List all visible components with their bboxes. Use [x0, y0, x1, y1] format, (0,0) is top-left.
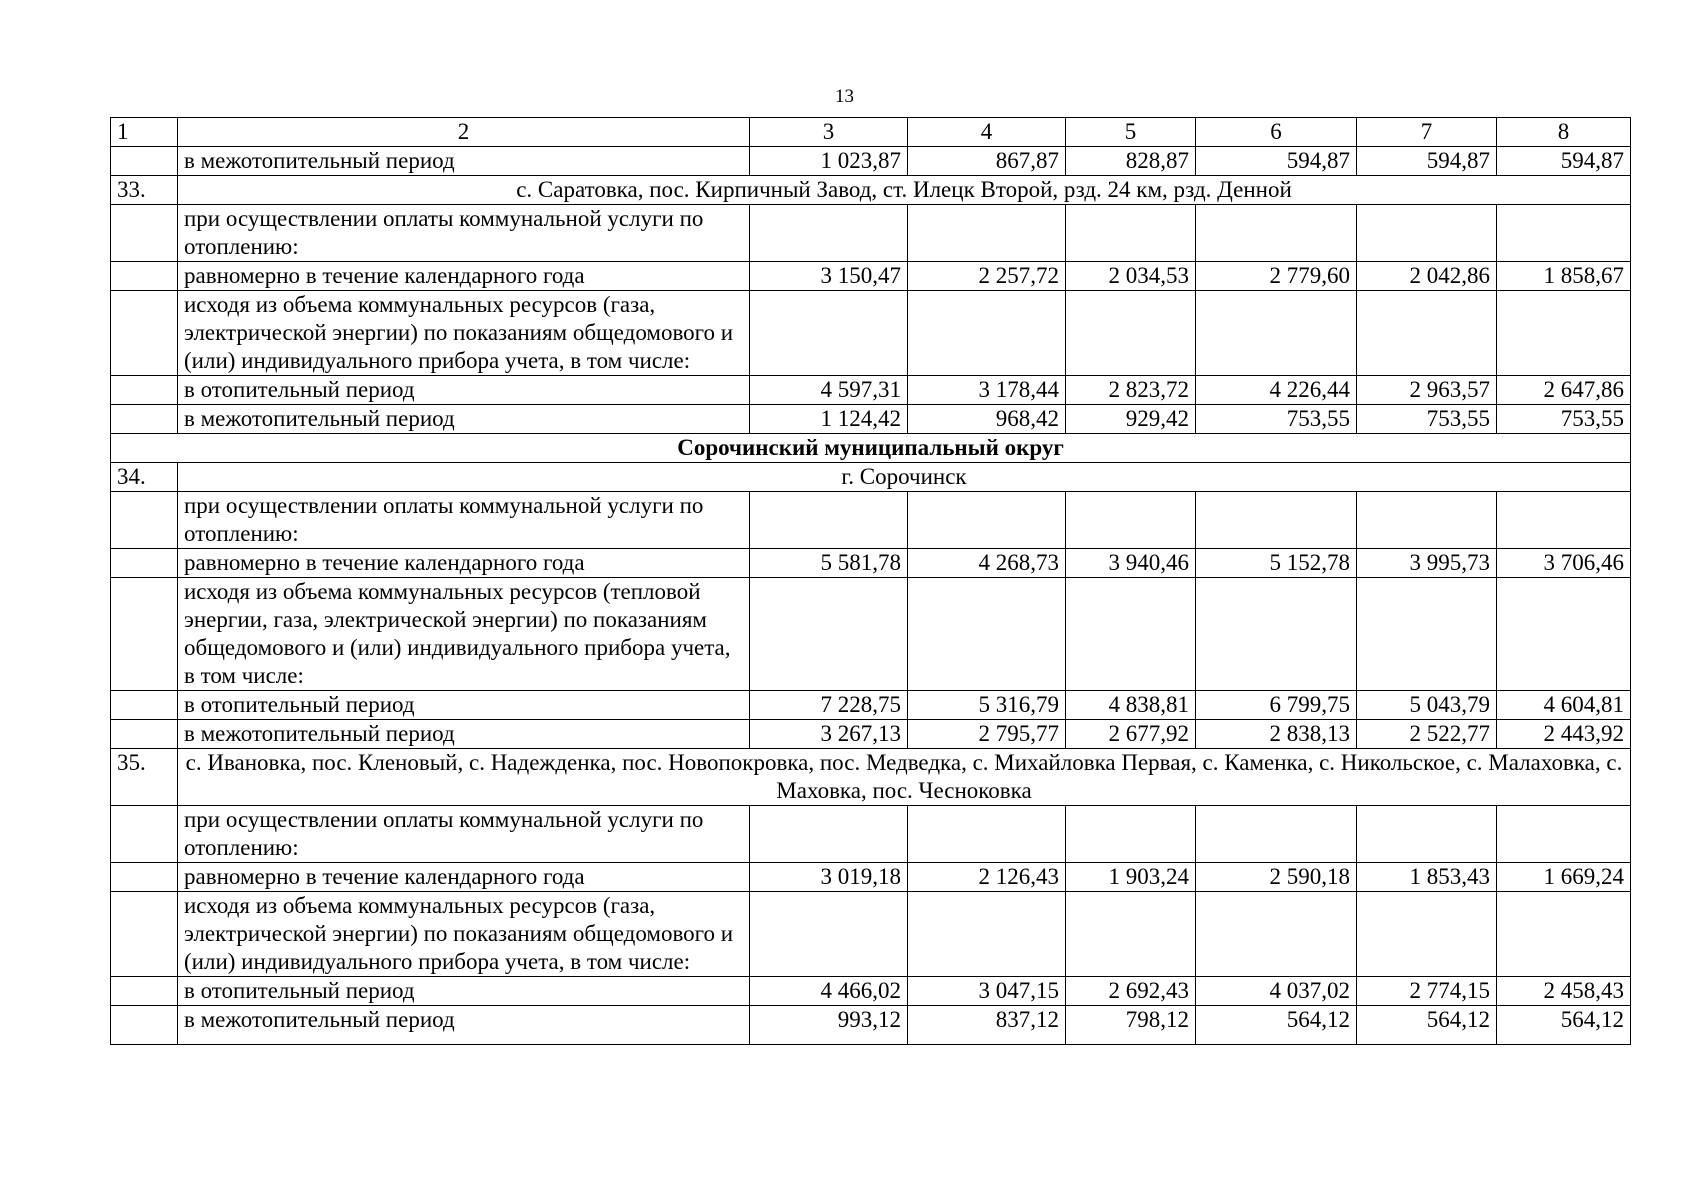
section-row: [111, 463, 1631, 492]
row-label-cell: в межотопительный период: [178, 1006, 750, 1045]
row-number-cell: [111, 405, 178, 434]
table-row: [111, 492, 1631, 549]
row-number-cell: [111, 720, 178, 749]
value-cell: 2 590,18: [1196, 863, 1357, 892]
row-number-cell: [111, 376, 178, 405]
value-cell: [1066, 892, 1196, 977]
value-cell: 4 466,02: [750, 977, 908, 1006]
row-label-cell: исходя из объема коммунальных ресурсов (газа, электрической энергии) по показаниям общедомового и (или) индивидуального прибора учета, в том числе:: [178, 291, 750, 376]
header-cell: 1: [111, 118, 178, 147]
value-cell: [1357, 291, 1497, 376]
header-cell: 6: [1196, 118, 1357, 147]
value-cell: 2 647,86: [1497, 376, 1631, 405]
value-cell: [750, 205, 908, 262]
value-cell: 6 799,75: [1196, 691, 1357, 720]
table-row: [111, 806, 1631, 863]
value-cell: [908, 492, 1066, 549]
value-cell: [1497, 492, 1631, 549]
row-label-cell: равномерно в течение календарного года: [178, 863, 750, 892]
row-label-cell: исходя из объема коммунальных ресурсов (тепловой энергии, газа, электрической энергии) по показаниям общедомового и (или) индивидуального прибора учета, в том числе:: [178, 578, 750, 691]
table-row: [111, 1006, 1631, 1045]
value-cell: [750, 578, 908, 691]
value-cell: [1357, 892, 1497, 977]
row-label-cell: при осуществлении оплаты коммунальной услуги по отоплению:: [178, 806, 750, 863]
value-cell: 2 963,57: [1357, 376, 1497, 405]
value-cell: [1497, 578, 1631, 691]
value-cell: [1196, 892, 1357, 977]
value-cell: [908, 806, 1066, 863]
table-row: [111, 376, 1631, 405]
district-title-cell: Сорочинский муниципальный округ: [111, 434, 1631, 463]
value-cell: 4 037,02: [1196, 977, 1357, 1006]
value-cell: 1 853,43: [1357, 863, 1497, 892]
value-cell: 3 940,46: [1066, 549, 1196, 578]
value-cell: 2 774,15: [1357, 977, 1497, 1006]
row-label-cell: в межотопительный период: [178, 405, 750, 434]
value-cell: 1 858,67: [1497, 262, 1631, 291]
value-cell: 837,12: [908, 1006, 1066, 1045]
page-number: 13: [835, 86, 854, 107]
table-row: [111, 205, 1631, 262]
row-number-cell: [111, 291, 178, 376]
table-row: [111, 720, 1631, 749]
row-number-cell: [111, 691, 178, 720]
value-cell: 993,12: [750, 1006, 908, 1045]
value-cell: [1357, 205, 1497, 262]
value-cell: 564,12: [1357, 1006, 1497, 1045]
value-cell: 1 023,87: [750, 147, 908, 176]
value-cell: 2 823,72: [1066, 376, 1196, 405]
section-number-cell: 35.: [111, 749, 178, 806]
header-cell: 7: [1357, 118, 1497, 147]
table-row: [111, 262, 1631, 291]
value-cell: [1497, 806, 1631, 863]
row-number-cell: [111, 863, 178, 892]
row-label-cell: в отопительный период: [178, 376, 750, 405]
table-body: [111, 118, 1631, 1045]
value-cell: 7 228,75: [750, 691, 908, 720]
header-row: [111, 118, 1631, 147]
value-cell: 4 838,81: [1066, 691, 1196, 720]
section-row: [111, 749, 1631, 806]
row-number-cell: [111, 262, 178, 291]
value-cell: [1066, 578, 1196, 691]
section-number-cell: 33.: [111, 176, 178, 205]
value-cell: [750, 806, 908, 863]
table-row: [111, 549, 1631, 578]
header-cell: 2: [178, 118, 750, 147]
header-cell: 8: [1497, 118, 1631, 147]
value-cell: [908, 291, 1066, 376]
row-number-cell: [111, 806, 178, 863]
value-cell: 5 043,79: [1357, 691, 1497, 720]
row-label-cell: в отопительный период: [178, 977, 750, 1006]
value-cell: [1066, 806, 1196, 863]
row-label-cell: в межотопительный период: [178, 720, 750, 749]
district-row: [111, 434, 1631, 463]
row-label-cell: в межотопительный период: [178, 147, 750, 176]
value-cell: 4 268,73: [908, 549, 1066, 578]
value-cell: [1196, 291, 1357, 376]
row-number-cell: [111, 147, 178, 176]
value-cell: 753,55: [1196, 405, 1357, 434]
value-cell: 753,55: [1497, 405, 1631, 434]
table-row: [111, 691, 1631, 720]
value-cell: 2 692,43: [1066, 977, 1196, 1006]
value-cell: 1 124,42: [750, 405, 908, 434]
row-label-cell: равномерно в течение календарного года: [178, 262, 750, 291]
value-cell: [908, 578, 1066, 691]
section-title-cell: с. Саратовка, пос. Кирпичный Завод, ст. Илецк Второй, рзд. 24 км, рзд. Денной: [178, 176, 1631, 205]
row-label-cell: равномерно в течение календарного года: [178, 549, 750, 578]
value-cell: [1357, 492, 1497, 549]
table-row: [111, 892, 1631, 977]
row-label-cell: при осуществлении оплаты коммунальной услуги по отоплению:: [178, 492, 750, 549]
tariff-table: [110, 117, 1631, 1045]
value-cell: [1066, 492, 1196, 549]
row-label-cell: исходя из объема коммунальных ресурсов (газа, электрической энергии) по показаниям общедомового и (или) индивидуального прибора учета, в том числе:: [178, 892, 750, 977]
value-cell: 2 042,86: [1357, 262, 1497, 291]
row-number-cell: [111, 578, 178, 691]
row-number-cell: [111, 205, 178, 262]
value-cell: [908, 892, 1066, 977]
table-row: [111, 291, 1631, 376]
row-number-cell: [111, 892, 178, 977]
value-cell: [1357, 806, 1497, 863]
section-title-cell: г. Сорочинск: [178, 463, 1631, 492]
value-cell: [1196, 578, 1357, 691]
header-cell: 4: [908, 118, 1066, 147]
table-row: [111, 405, 1631, 434]
value-cell: 929,42: [1066, 405, 1196, 434]
value-cell: 3 706,46: [1497, 549, 1631, 578]
value-cell: 594,87: [1497, 147, 1631, 176]
value-cell: 2 443,92: [1497, 720, 1631, 749]
value-cell: 2 458,43: [1497, 977, 1631, 1006]
section-row: [111, 176, 1631, 205]
section-number-cell: 34.: [111, 463, 178, 492]
value-cell: 4 597,31: [750, 376, 908, 405]
header-cell: 5: [1066, 118, 1196, 147]
value-cell: 5 316,79: [908, 691, 1066, 720]
value-cell: [1497, 205, 1631, 262]
value-cell: [1066, 291, 1196, 376]
value-cell: 2 034,53: [1066, 262, 1196, 291]
value-cell: 3 178,44: [908, 376, 1066, 405]
value-cell: [1066, 205, 1196, 262]
value-cell: [750, 492, 908, 549]
row-label-cell: в отопительный период: [178, 691, 750, 720]
value-cell: 2 677,92: [1066, 720, 1196, 749]
value-cell: 2 522,77: [1357, 720, 1497, 749]
value-cell: 867,87: [908, 147, 1066, 176]
table-row: [111, 977, 1631, 1006]
value-cell: 3 267,13: [750, 720, 908, 749]
value-cell: [750, 291, 908, 376]
value-cell: [1497, 291, 1631, 376]
value-cell: 594,87: [1196, 147, 1357, 176]
table-row: [111, 578, 1631, 691]
value-cell: 828,87: [1066, 147, 1196, 176]
value-cell: 3 150,47: [750, 262, 908, 291]
value-cell: 2 126,43: [908, 863, 1066, 892]
value-cell: 5 581,78: [750, 549, 908, 578]
value-cell: [1196, 492, 1357, 549]
value-cell: 5 152,78: [1196, 549, 1357, 578]
value-cell: 1 669,24: [1497, 863, 1631, 892]
table-row: [111, 147, 1631, 176]
table-row: [111, 863, 1631, 892]
value-cell: 3 047,15: [908, 977, 1066, 1006]
section-title-cell: с. Ивановка, пос. Кленовый, с. Надежденка, пос. Новопокровка, пос. Медведка, с. Михайловка Первая, с. Каменка, с. Никольское, с. Малаховка, с. Маховка, пос. Чесноковка: [178, 749, 1631, 806]
value-cell: [1357, 578, 1497, 691]
value-cell: 2 795,77: [908, 720, 1066, 749]
value-cell: [908, 205, 1066, 262]
value-cell: 4 604,81: [1497, 691, 1631, 720]
row-number-cell: [111, 977, 178, 1006]
value-cell: 594,87: [1357, 147, 1497, 176]
value-cell: 2 838,13: [1196, 720, 1357, 749]
row-number-cell: [111, 549, 178, 578]
value-cell: 2 779,60: [1196, 262, 1357, 291]
value-cell: [750, 892, 908, 977]
value-cell: 2 257,72: [908, 262, 1066, 291]
value-cell: 753,55: [1357, 405, 1497, 434]
value-cell: 968,42: [908, 405, 1066, 434]
value-cell: 564,12: [1196, 1006, 1357, 1045]
value-cell: 798,12: [1066, 1006, 1196, 1045]
value-cell: 1 903,24: [1066, 863, 1196, 892]
value-cell: [1497, 892, 1631, 977]
row-label-cell: при осуществлении оплаты коммунальной услуги по отоплению:: [178, 205, 750, 262]
header-cell: 3: [750, 118, 908, 147]
row-number-cell: [111, 1006, 178, 1045]
value-cell: [1196, 806, 1357, 863]
value-cell: 3 995,73: [1357, 549, 1497, 578]
value-cell: 564,12: [1497, 1006, 1631, 1045]
value-cell: [1196, 205, 1357, 262]
value-cell: 4 226,44: [1196, 376, 1357, 405]
value-cell: 3 019,18: [750, 863, 908, 892]
row-number-cell: [111, 492, 178, 549]
